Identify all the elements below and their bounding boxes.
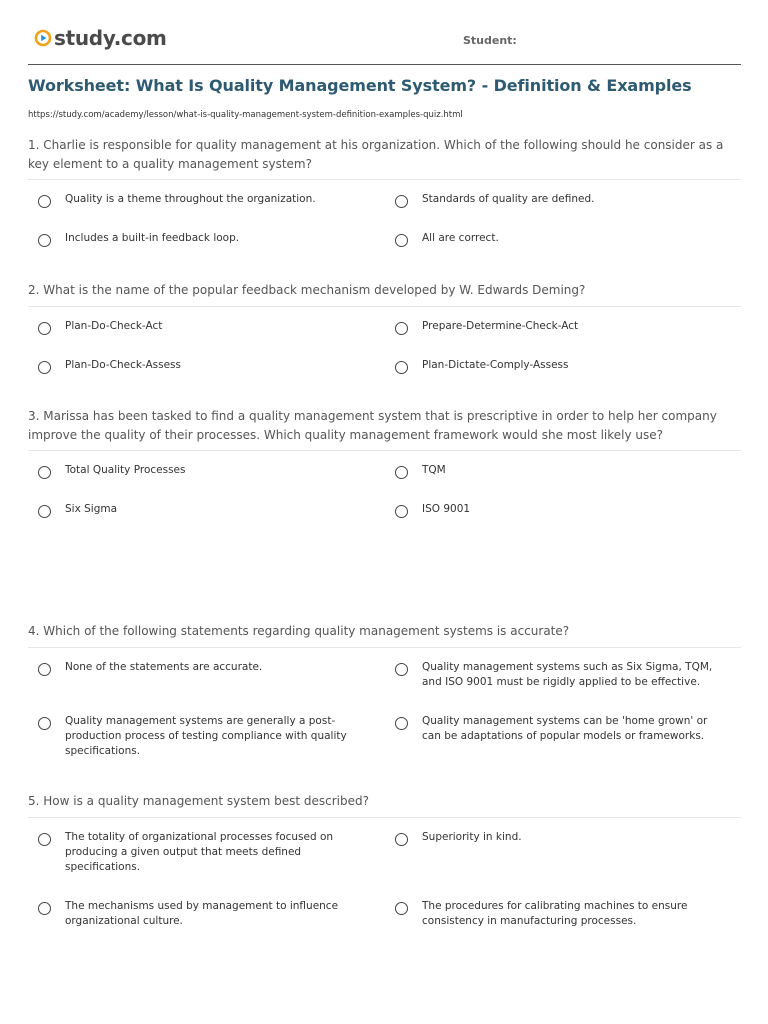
radio-button[interactable]	[395, 717, 408, 730]
question-4	[28, 622, 741, 757]
answer-option[interactable]	[38, 502, 358, 518]
question-2	[28, 281, 741, 371]
answer-option[interactable]	[395, 358, 715, 374]
answer-label: Prepare-Determine-Check-Act	[422, 319, 579, 332]
page-header	[28, 0, 741, 65]
answer-label: Standards of quality are defined.	[422, 193, 595, 205]
radio-button[interactable]	[38, 361, 51, 374]
play-circle-icon	[34, 29, 52, 47]
answer-option[interactable]	[395, 192, 715, 208]
radio-button[interactable]	[38, 195, 51, 208]
answer-label: The procedures for calibrating machines to ensure consistency in manufacturing processes.	[422, 899, 688, 927]
radio-button[interactable]	[395, 505, 408, 518]
answer-label: TQM	[422, 464, 446, 476]
radio-button[interactable]	[38, 663, 51, 676]
answer-label: Quality is a theme throughout the organization.	[65, 193, 316, 205]
question-3	[28, 407, 741, 515]
answer-option[interactable]	[38, 660, 358, 676]
worksheet-title: Worksheet: What Is Quality Management System? - Definition & Examples	[28, 76, 692, 95]
answer-option[interactable]	[395, 231, 715, 247]
answer-label: Superiority in kind.	[422, 830, 522, 843]
worksheet-page	[28, 0, 741, 927]
question-text: 1. Charlie is responsible for quality management at his organization. Which of the following should he consider as a key element to a quality management system?	[28, 136, 741, 180]
answer-label: Total Quality Processes	[65, 464, 186, 476]
question-text: 4. Which of the following statements regarding quality management systems is accurate?	[28, 622, 741, 648]
answer-label: Plan-Do-Check-Act	[65, 319, 163, 332]
answer-option[interactable]	[38, 319, 358, 335]
radio-button[interactable]	[38, 902, 51, 915]
answer-option[interactable]	[395, 714, 715, 744]
answer-option[interactable]	[38, 899, 358, 929]
question-5	[28, 792, 741, 927]
answer-option[interactable]	[38, 714, 358, 759]
radio-button[interactable]	[395, 466, 408, 479]
study-logo[interactable]	[34, 26, 167, 50]
radio-button[interactable]	[395, 361, 408, 374]
radio-button[interactable]	[395, 234, 408, 247]
answer-label: The totality of organizational processes focused on producing a given output that meets defined specifications.	[65, 830, 334, 873]
answer-label: The mechanisms used by management to influence organizational culture.	[65, 899, 339, 927]
radio-button[interactable]	[395, 663, 408, 676]
answer-option[interactable]	[38, 192, 358, 208]
logo-text: study.com	[54, 26, 167, 50]
answer-label: Plan-Dictate-Comply-Assess	[422, 358, 569, 371]
answer-option[interactable]	[38, 231, 358, 247]
answer-label: Includes a built-in feedback loop.	[65, 232, 240, 244]
answer-option[interactable]	[38, 463, 358, 479]
question-text: 2. What is the name of the popular feedback mechanism developed by W. Edwards Deming?	[28, 281, 741, 307]
answer-label: Quality management systems are generally a post-production process of testing compliance with quality specifications.	[65, 714, 347, 757]
question-text: 3. Marissa has been tasked to find a quality management system that is prescriptive in order to help her company improve the quality of their processes. Which quality management framework would she most likely use?	[28, 407, 741, 451]
worksheet-url: https://study.com/academy/lesson/what-is-quality-management-system-definition-examples-quiz.html	[28, 110, 463, 120]
question-text: 5. How is a quality management system best described?	[28, 792, 741, 818]
radio-button[interactable]	[38, 717, 51, 730]
answer-option[interactable]	[38, 358, 358, 374]
answer-label: None of the statements are accurate.	[65, 660, 263, 673]
answer-label: Quality management systems can be 'home grown' or can be adaptations of popular models or frameworks.	[422, 714, 708, 742]
radio-button[interactable]	[38, 505, 51, 518]
radio-button[interactable]	[395, 195, 408, 208]
answer-label: Plan-Do-Check-Assess	[65, 358, 182, 371]
answer-option[interactable]	[395, 502, 715, 518]
radio-button[interactable]	[38, 466, 51, 479]
answer-option[interactable]	[395, 319, 715, 335]
student-label: Student:	[463, 34, 517, 47]
radio-button[interactable]	[395, 902, 408, 915]
answer-label: Six Sigma	[65, 503, 118, 515]
answer-label: ISO 9001	[422, 503, 471, 515]
radio-button[interactable]	[38, 322, 51, 335]
radio-button[interactable]	[38, 234, 51, 247]
question-1	[28, 136, 741, 244]
answer-option[interactable]	[38, 830, 358, 875]
radio-button[interactable]	[395, 833, 408, 846]
answer-option[interactable]	[395, 463, 715, 479]
answer-option[interactable]	[395, 899, 715, 929]
radio-button[interactable]	[38, 833, 51, 846]
radio-button[interactable]	[395, 322, 408, 335]
answer-option[interactable]	[395, 830, 715, 846]
answer-option[interactable]	[395, 660, 715, 690]
answer-label: All are correct.	[422, 232, 499, 244]
answer-label: Quality management systems such as Six Sigma, TQM, and ISO 9001 must be rigidly applied to be effective.	[422, 660, 713, 688]
